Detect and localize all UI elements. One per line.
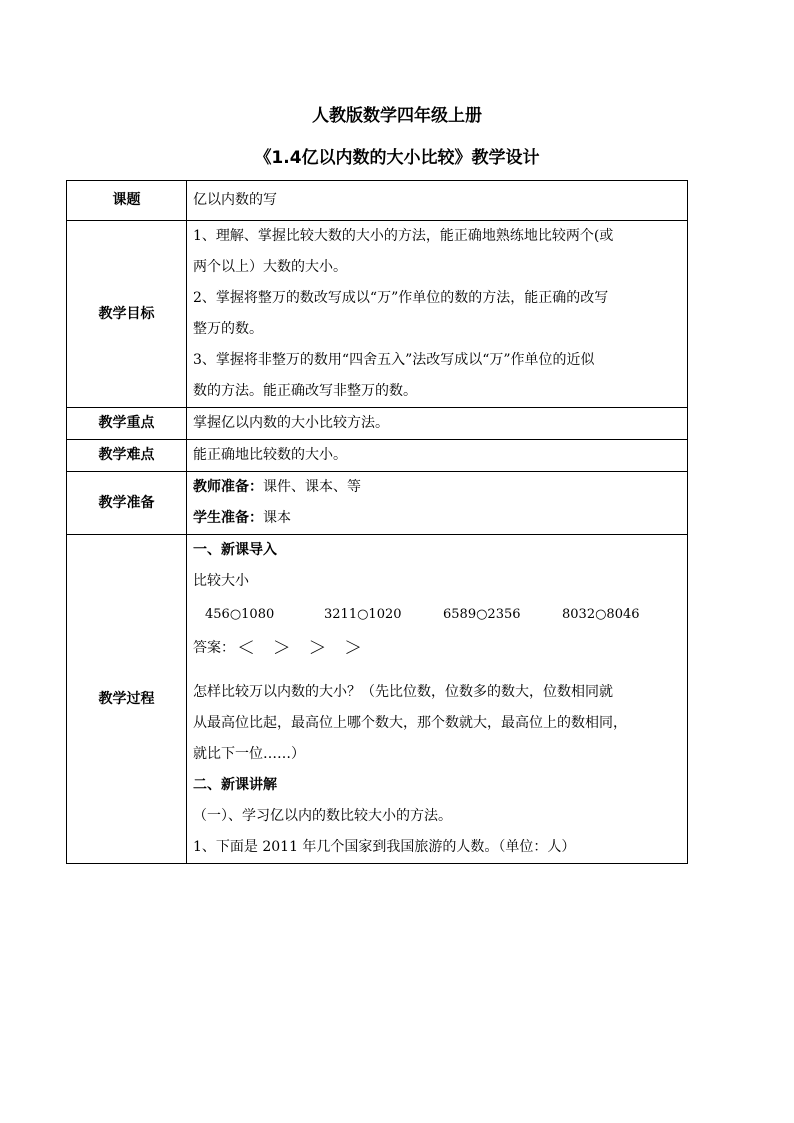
student-preparation-value: 课本 [263,510,291,526]
teacher-preparation-value: 课件、课本、等 [263,479,361,495]
answer-symbols: ＜ ＞ ＞ ＞ [237,637,369,659]
difficulty-label: 教学难点 [67,440,187,472]
lesson-plan-table [66,180,688,864]
table-row-difficulty [67,440,688,472]
comparison-item: 3211○1020 [324,606,402,622]
question-line: 怎样比较万以内数的大小？（先比位数，位数多的数大，位数相同就 [193,684,613,700]
goal-line: 整万的数。 [193,321,263,337]
topic-label: 课题 [67,181,187,221]
comparison-item: 8032○8046 [562,606,640,622]
item-one: 1、下面是 2011 年几个国家到我国旅游的人数。（单位：人） [193,839,576,855]
difficulty-value: 能正确地比较数的大小。 [187,440,688,472]
goals-content [187,221,688,408]
preparation-label: 教学准备 [67,472,187,535]
page-title: 人教版数学四年级上册 [312,106,482,126]
key-point-label: 教学重点 [67,408,187,440]
section1-heading: 一、新课导入 [193,542,277,558]
comparison-list [193,597,681,631]
comparison-item: 456○1080 [205,606,275,622]
answer-line [193,631,681,665]
table-row-goals [67,221,688,408]
teacher-preparation [193,472,681,503]
preparation-content [187,472,688,535]
goal-line: 3、掌握将非整万的数用“四舍五入”法改写成以“万”作单位的近似 [193,352,595,368]
key-point-value: 掌握亿以内数的大小比较方法。 [187,408,688,440]
table-row-topic [67,181,688,221]
goal-line: 数的方法。能正确改写非整万的数。 [193,383,417,399]
table-row-key-point [67,408,688,440]
process-content [187,535,688,864]
question-line: 就比下一位……） [193,746,305,762]
question-line: 从最高位比起，最高位上哪个数大，那个数就大，最高位上的数相同， [193,715,627,731]
comparison-item: 6589○2356 [443,606,521,622]
compare-intro: 比较大小 [193,573,249,589]
spacer [193,665,681,677]
teacher-preparation-label: 教师准备： [193,479,263,495]
goal-line: 两个以上）大数的大小。 [193,259,347,275]
subsection-one: （一）、学习亿以内的数比较大小的方法。 [193,808,452,824]
student-preparation [193,503,681,534]
table-row-process [67,535,688,864]
topic-value: 亿以内数的写 [187,181,688,221]
section2-heading: 二、新课讲解 [193,777,277,793]
answer-label: 答案： [193,639,235,656]
process-label: 教学过程 [67,535,187,864]
table-row-preparation [67,472,688,535]
student-preparation-label: 学生准备： [193,510,263,526]
goal-line: 1、理解、掌握比较大数的大小的方法，能正确地熟练地比较两个(或 [193,228,614,244]
goal-line: 2、掌握将整万的数改写成以“万”作单位的数的方法，能正确的改写 [193,290,609,306]
page-subtitle: 《1.4亿以内数的大小比较》教学设计 [254,148,540,168]
goals-label: 教学目标 [67,221,187,408]
